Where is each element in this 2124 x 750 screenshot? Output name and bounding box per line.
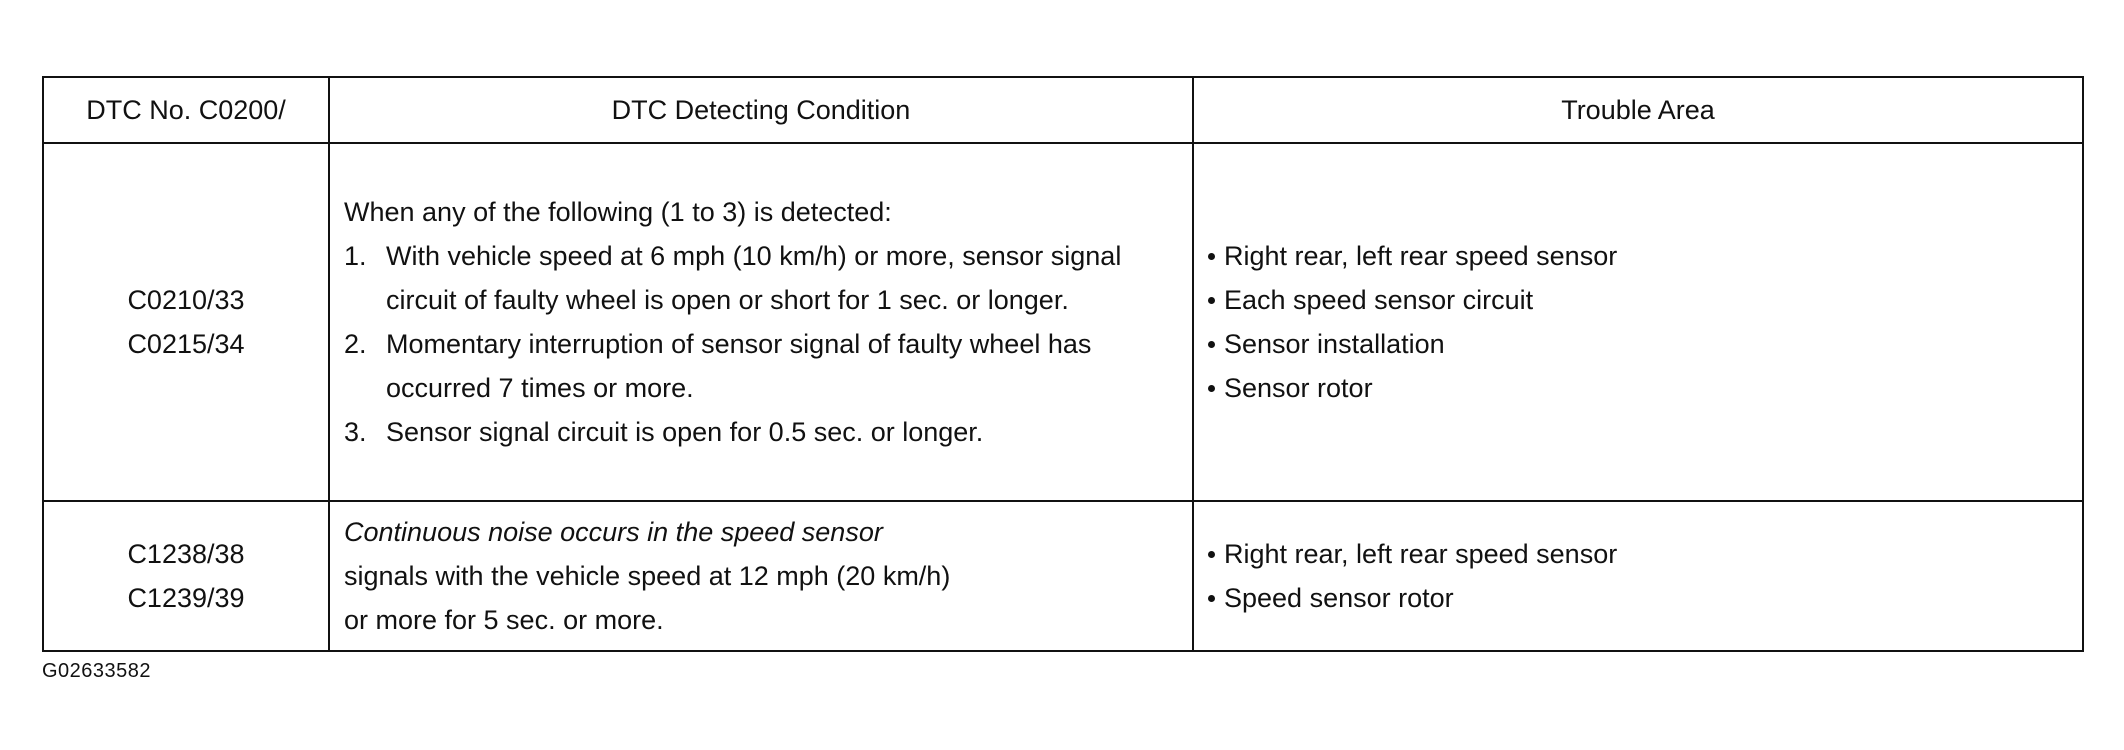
- dtc-code: C0215/34: [127, 329, 245, 359]
- step-text: With vehicle speed at 6 mph (10 km/h) or more, sensor signal circuit of faulty wheel is open or short for 1 sec. or longer.: [386, 241, 1122, 315]
- condition-step: [344, 410, 1178, 454]
- trouble-area-item: Sensor rotor: [1208, 366, 2064, 410]
- step-text: Sensor signal circuit is open for 0.5 sec. or longer.: [386, 417, 984, 447]
- trouble-area-list: [1208, 532, 2064, 620]
- condition-step: [344, 234, 1178, 322]
- dtc-code: C1238/38: [127, 539, 245, 569]
- trouble-area-item: Right rear, left rear speed sensor: [1208, 234, 2064, 278]
- step-number: 3.: [344, 417, 367, 447]
- table-row: [43, 143, 2083, 501]
- table-row: [43, 501, 2083, 651]
- trouble-area-cell: [1193, 501, 2083, 651]
- step-number: 1.: [344, 241, 367, 271]
- trouble-area-list: [1208, 234, 2064, 410]
- condition-line: or more for 5 sec. or more.: [344, 605, 664, 635]
- dtc-codes-cell: [43, 501, 329, 651]
- figure-id: G02633582: [42, 660, 152, 682]
- detecting-condition-cell: [329, 143, 1193, 501]
- step-number: 2.: [344, 329, 367, 359]
- header-dtc-no: DTC No. C0200/: [43, 77, 329, 143]
- trouble-area-item: Speed sensor rotor: [1208, 576, 2064, 620]
- condition-line: Continuous noise occurs in the speed sensor: [344, 517, 883, 547]
- trouble-area-item: Sensor installation: [1208, 322, 2064, 366]
- detecting-condition-cell: [329, 501, 1193, 651]
- dtc-code: C0210/33: [127, 285, 245, 315]
- trouble-area-item: Each speed sensor circuit: [1208, 278, 2064, 322]
- dtc-code: C1239/39: [127, 583, 245, 613]
- header-detecting-condition: DTC Detecting Condition: [329, 77, 1193, 143]
- table-header-row: [43, 77, 2083, 143]
- condition-steps: [344, 234, 1178, 454]
- header-trouble-area: Trouble Area: [1193, 77, 2083, 143]
- condition-line: signals with the vehicle speed at 12 mph (20 km/h): [344, 561, 951, 591]
- dtc-table: [42, 76, 2084, 652]
- condition-step: [344, 322, 1178, 410]
- condition-lead: When any of the following (1 to 3) is detected:: [344, 197, 892, 227]
- trouble-area-cell: [1193, 143, 2083, 501]
- dtc-codes-cell: [43, 143, 329, 501]
- trouble-area-item: Right rear, left rear speed sensor: [1208, 532, 2064, 576]
- step-text: Momentary interruption of sensor signal of faulty wheel has occurred 7 times or more.: [386, 329, 1092, 403]
